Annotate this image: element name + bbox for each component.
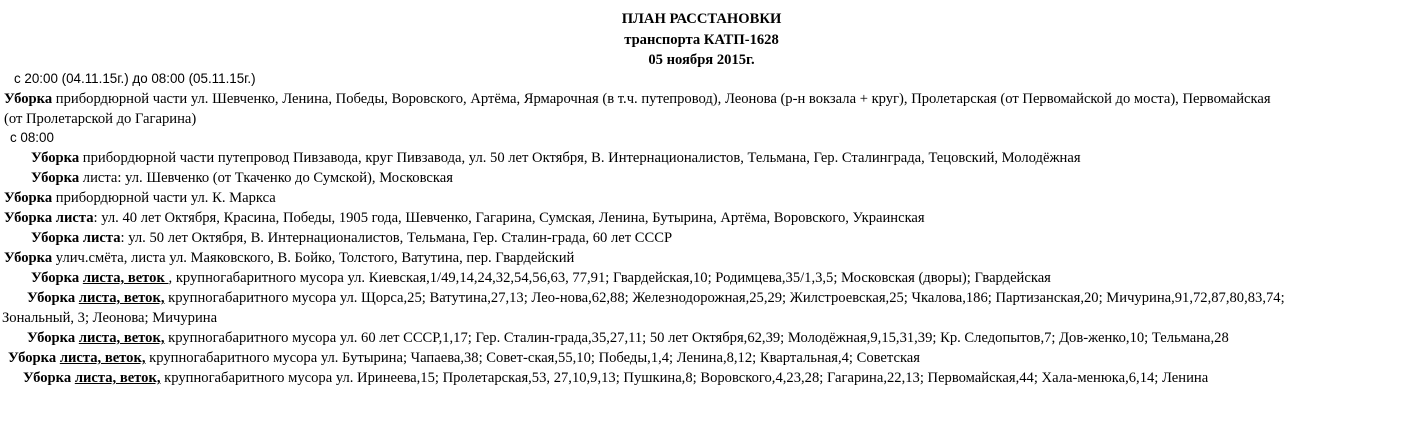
task-row-8 (27, 288, 1285, 308)
item-label: Уборка (8, 350, 60, 366)
task-row-1 (31, 148, 1081, 168)
item-label: Уборка (4, 91, 53, 107)
shift1-time: с 20:00 (04.11.15г.) до 08:00 (05.11.15г.) (14, 71, 256, 86)
plan-title: ПЛАН РАССТАНОВКИ (621, 11, 782, 27)
task-row-2 (31, 168, 453, 188)
task-row-10 (8, 348, 920, 368)
shift2-time: с 08:00 (10, 130, 54, 145)
task-row-8-cont: Зональный, 3; Леонова; Мичурина (2, 310, 218, 326)
task-row-7 (31, 268, 1051, 288)
item-label: Уборка (31, 150, 80, 166)
plan-subtitle: транспорта КАТП-1628 (624, 32, 779, 48)
item-text: прибордюрной части ул. Шевченко, Ленина, Победы, Воровского, Артёма, Ярмарочная (в т.ч. путепровод), Леонова (р-н вокзала + круг), Пролетарская (от Первомайской до моста), Первомайская (52, 91, 1271, 107)
item-text: крупногабаритного мусора ул. Иринеева,15; Пролетарская,53, 27,10,9,13; Пушкина,8; Воровского,4,23,28; Гагарина,22,13; Первомайская,44; Хала-менюка,6,14; Ленина (160, 370, 1209, 386)
item-text: прибордюрной части ул. К. Маркса (52, 190, 276, 206)
item-label: Уборка листа (31, 230, 121, 246)
shift1-line (4, 89, 1271, 109)
item-label: Уборка (27, 290, 79, 306)
item-label: Уборка (4, 190, 53, 206)
item-label: Уборка листа (4, 210, 94, 226)
item-text: прибордюрной части путепровод Пивзавода, круг Пивзавода, ул. 50 лет Октября, В. Интернационалистов, Тельмана, Гер. Сталинграда, Тецовский, Молодёжная (79, 150, 1081, 166)
task-row-3 (4, 188, 276, 208)
item-text: крупногабаритного мусора ул. Бутырина; Чапаева,38; Совет-ская,55,10; Победы,1,4; Ленина,8,12; Квартальная,4; Советская (145, 350, 921, 366)
task-row-5 (31, 228, 672, 248)
item-text: : ул. 50 лет Октября, В. Интернационалистов, Тельмана, Гер. Сталин-града, 60 лет СССР (120, 230, 673, 246)
item-text: улич.смёта, листа ул. Маяковского, В. Бойко, Толстого, Ватутина, пер. Гвардейский (52, 250, 575, 266)
item-highlight: листа, веток, (78, 330, 165, 346)
item-text: крупногабаритного мусора ул. Щорса,25; Ватутина,27,13; Лео-нова,62,88; Железнодорожная,25,29; Жилстроевская,25; Чкалова,186; Партизанская,20; Мичурина,91,72,87,80,83,74; (164, 290, 1285, 306)
shift1-line-cont: (от Пролетарской до Гагарина) (4, 111, 197, 127)
task-row-6 (4, 248, 574, 268)
item-text: листа: ул. Шевченко (от Ткаченко до Сумской), Московская (79, 170, 453, 186)
item-text: , крупногабаритного мусора ул. Киевская,1/49,14,24,32,54,56,63, 77,91; Гвардейская,10; Родимцева,35/1,3,5; Московская (дворы); Гвардейская (168, 270, 1051, 286)
item-label: Уборка (31, 270, 83, 286)
item-text: крупногабаритного мусора ул. 60 лет СССР,1,17; Гер. Сталин-града,35,27,11; 50 лет Октября,62,39; Молодёжная,9,15,31,39; Кр. Следопытов,7; Дов-женко,10; Тельмана,28 (164, 330, 1229, 346)
item-label: Уборка (31, 170, 80, 186)
item-label: Уборка (23, 370, 75, 386)
item-highlight: листа, веток, (59, 350, 146, 366)
item-label: Уборка (4, 250, 53, 266)
task-row-9 (27, 328, 1229, 348)
task-row-11 (23, 368, 1208, 388)
item-text: : ул. 40 лет Октября, Красина, Победы, 1905 года, Шевченко, Гагарина, Сумская, Ленина, Бутырина, Артёма, Воровского, Украинская (93, 210, 925, 226)
plan-date: 05 ноября 2015г. (648, 52, 755, 68)
item-highlight: листа, веток, (74, 370, 161, 386)
item-label: Уборка (27, 330, 79, 346)
item-highlight: листа, веток, (78, 290, 165, 306)
item-highlight: листа, веток (82, 270, 169, 286)
task-row-4 (4, 208, 925, 228)
